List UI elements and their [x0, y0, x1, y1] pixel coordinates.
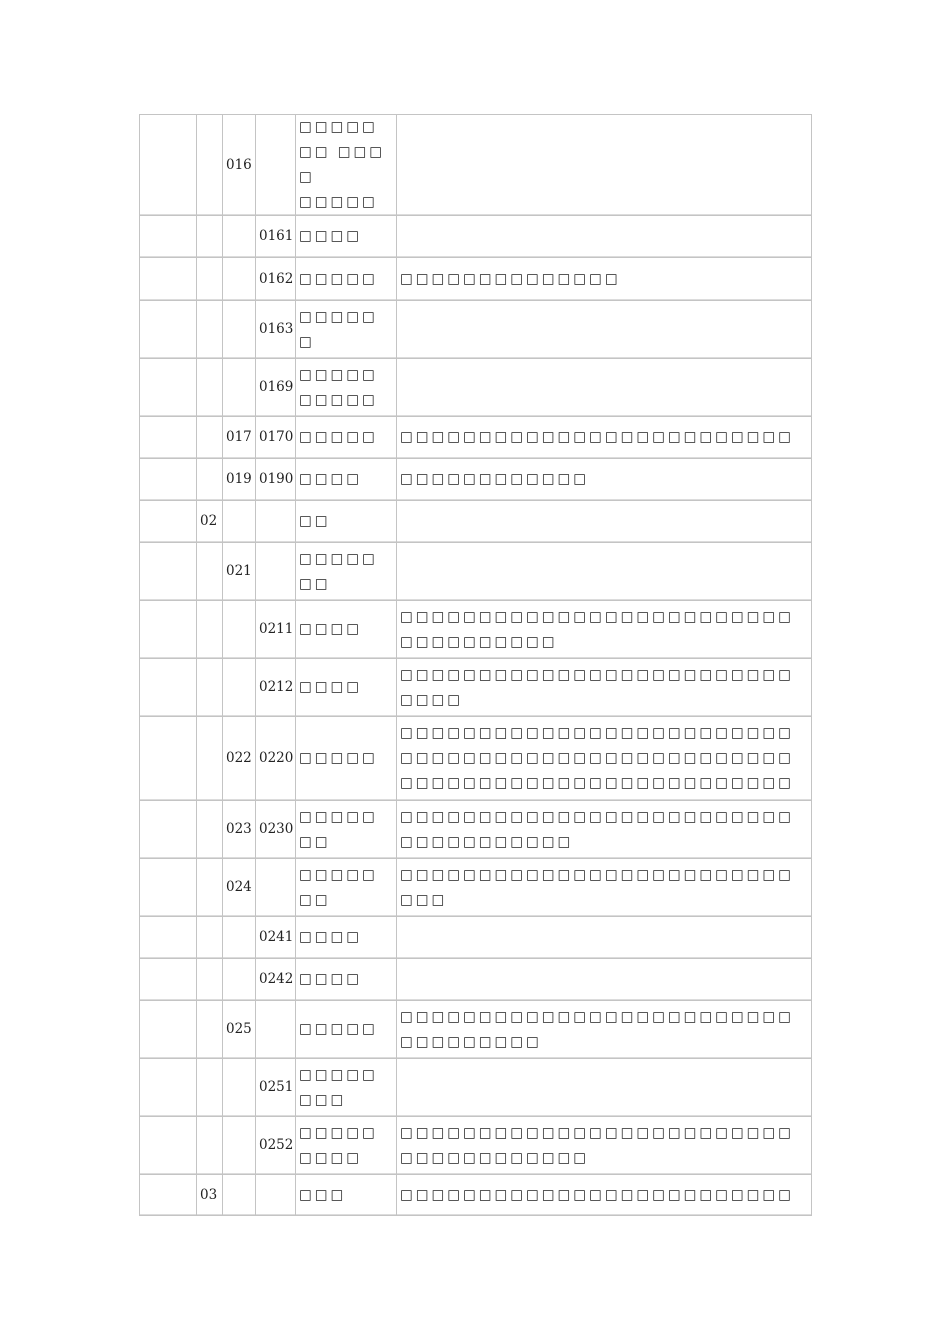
table-row	[140, 659, 812, 717]
section-code-cell	[140, 216, 197, 258]
category-name-cell: □□□□□ □□ □□□□ □□□□□	[296, 115, 397, 216]
description-cell	[397, 501, 812, 543]
group-code-cell	[223, 1059, 256, 1117]
group-code-cell: 019	[223, 459, 256, 501]
group-code-cell	[223, 258, 256, 301]
description-cell	[397, 216, 812, 258]
category-name-cell: □□□□	[296, 659, 397, 717]
table-row	[140, 717, 812, 801]
description-cell: □□□□□□□□□□□□□□□□□□□□□□□□□	[397, 1175, 812, 1216]
group-code-cell	[223, 601, 256, 659]
industry-code-table	[139, 114, 812, 1216]
class-code-cell: 0212	[256, 659, 296, 717]
group-code-cell	[223, 1175, 256, 1216]
group-code-cell	[223, 659, 256, 717]
description-cell: □□□□□□□□□□□□□□□□□□□□□□□□□ □□□□□□□□□□□□□□□□□□□□□□□□□ □□□□□□□□□□□□□□□□□□□□□□□□□	[397, 717, 812, 801]
category-name-cell: □□□□□ □□	[296, 859, 397, 917]
table-row	[140, 959, 812, 1001]
class-code-cell: 0241	[256, 917, 296, 959]
section-code-cell	[140, 801, 197, 859]
class-code-cell: 0162	[256, 258, 296, 301]
class-code-cell: 0251	[256, 1059, 296, 1117]
division-code-cell: 02	[197, 501, 223, 543]
section-code-cell	[140, 459, 197, 501]
table-row	[140, 1059, 812, 1117]
table-row	[140, 1001, 812, 1059]
table-row	[140, 601, 812, 659]
section-code-cell	[140, 301, 197, 359]
class-code-cell: 0252	[256, 1117, 296, 1175]
class-code-cell: 0190	[256, 459, 296, 501]
category-name-cell: □□□□	[296, 216, 397, 258]
section-code-cell	[140, 1059, 197, 1117]
category-name-cell: □□□□	[296, 601, 397, 659]
division-code-cell	[197, 543, 223, 601]
description-cell: □□□□□□□□□□□□□□□□□□□□□□□□□ □□□□	[397, 659, 812, 717]
table-row	[140, 501, 812, 543]
category-name-cell: □□□□□	[296, 258, 397, 301]
division-code-cell	[197, 1059, 223, 1117]
division-code-cell	[197, 859, 223, 917]
division-code-cell	[197, 459, 223, 501]
section-code-cell	[140, 859, 197, 917]
description-cell: □□□□□□□□□□□□□□□□□□□□□□□□□ □□□	[397, 859, 812, 917]
group-code-cell	[223, 959, 256, 1001]
section-code-cell	[140, 543, 197, 601]
category-name-cell: □□□□	[296, 959, 397, 1001]
section-code-cell	[140, 917, 197, 959]
class-code-cell: 0220	[256, 717, 296, 801]
division-code-cell	[197, 959, 223, 1001]
section-code-cell	[140, 1175, 197, 1216]
class-code-cell	[256, 543, 296, 601]
category-name-cell: □□□□	[296, 917, 397, 959]
class-code-cell: 0242	[256, 959, 296, 1001]
description-cell: □□□□□□□□□□□□	[397, 459, 812, 501]
table-row	[140, 301, 812, 359]
class-code-cell	[256, 1175, 296, 1216]
category-name-cell: □□□□□ □□□	[296, 1059, 397, 1117]
group-code-cell	[223, 1117, 256, 1175]
group-code-cell	[223, 917, 256, 959]
group-code-cell: 025	[223, 1001, 256, 1059]
table-row	[140, 859, 812, 917]
table-row	[140, 801, 812, 859]
category-name-cell: □□	[296, 501, 397, 543]
division-code-cell	[197, 216, 223, 258]
group-code-cell: 016	[223, 115, 256, 216]
group-code-cell: 024	[223, 859, 256, 917]
division-code-cell	[197, 359, 223, 417]
section-code-cell	[140, 417, 197, 459]
class-code-cell: 0230	[256, 801, 296, 859]
description-cell	[397, 917, 812, 959]
class-code-cell: 0161	[256, 216, 296, 258]
category-name-cell: □□□□□	[296, 717, 397, 801]
table-row	[140, 417, 812, 459]
description-cell: □□□□□□□□□□□□□□□□□□□□□□□□□ □□□□□□□□□	[397, 1001, 812, 1059]
group-code-cell	[223, 216, 256, 258]
description-cell: □□□□□□□□□□□□□□□□□□□□□□□□□	[397, 417, 812, 459]
group-code-cell	[223, 501, 256, 543]
category-name-cell: □□□□□	[296, 417, 397, 459]
table-body	[140, 115, 812, 1216]
table-row	[140, 216, 812, 258]
class-code-cell: 0211	[256, 601, 296, 659]
section-code-cell	[140, 959, 197, 1001]
table-row	[140, 1117, 812, 1175]
section-code-cell	[140, 1117, 197, 1175]
category-name-cell: □□□□□ □□	[296, 801, 397, 859]
class-code-cell: 0163	[256, 301, 296, 359]
description-cell	[397, 1059, 812, 1117]
division-code-cell: 03	[197, 1175, 223, 1216]
division-code-cell	[197, 601, 223, 659]
division-code-cell	[197, 659, 223, 717]
section-code-cell	[140, 1001, 197, 1059]
table-row	[140, 115, 812, 216]
class-code-cell	[256, 1001, 296, 1059]
class-code-cell	[256, 859, 296, 917]
category-name-cell: □□□	[296, 1175, 397, 1216]
category-name-cell: □□□□	[296, 459, 397, 501]
table-row	[140, 359, 812, 417]
division-code-cell	[197, 258, 223, 301]
description-cell	[397, 359, 812, 417]
section-code-cell	[140, 258, 197, 301]
division-code-cell	[197, 1117, 223, 1175]
division-code-cell	[197, 115, 223, 216]
division-code-cell	[197, 917, 223, 959]
description-cell: □□□□□□□□□□□□□□□□□□□□□□□□□ □□□□□□□□□□□□	[397, 1117, 812, 1175]
group-code-cell: 022	[223, 717, 256, 801]
description-cell	[397, 115, 812, 216]
description-cell: □□□□□□□□□□□□□□□□□□□□□□□□□ □□□□□□□□□□	[397, 601, 812, 659]
class-code-cell: 0170	[256, 417, 296, 459]
division-code-cell	[197, 1001, 223, 1059]
table-row	[140, 258, 812, 301]
category-name-cell: □□□□□ □	[296, 301, 397, 359]
class-code-cell: 0169	[256, 359, 296, 417]
description-cell: □□□□□□□□□□□□□□	[397, 258, 812, 301]
description-cell	[397, 543, 812, 601]
class-code-cell	[256, 501, 296, 543]
group-code-cell	[223, 301, 256, 359]
division-code-cell	[197, 417, 223, 459]
class-code-cell	[256, 115, 296, 216]
group-code-cell: 021	[223, 543, 256, 601]
section-code-cell	[140, 501, 197, 543]
description-cell	[397, 301, 812, 359]
table-row	[140, 917, 812, 959]
group-code-cell: 023	[223, 801, 256, 859]
group-code-cell	[223, 359, 256, 417]
section-code-cell	[140, 115, 197, 216]
table-row	[140, 543, 812, 601]
section-code-cell	[140, 359, 197, 417]
section-code-cell	[140, 659, 197, 717]
category-name-cell: □□□□□ □□□□□	[296, 359, 397, 417]
description-cell: □□□□□□□□□□□□□□□□□□□□□□□□□ □□□□□□□□□□□	[397, 801, 812, 859]
section-code-cell	[140, 601, 197, 659]
table-row	[140, 459, 812, 501]
group-code-cell: 017	[223, 417, 256, 459]
division-code-cell	[197, 301, 223, 359]
description-cell	[397, 959, 812, 1001]
division-code-cell	[197, 801, 223, 859]
table-row	[140, 1175, 812, 1216]
division-code-cell	[197, 717, 223, 801]
category-name-cell: □□□□□ □□□□	[296, 1117, 397, 1175]
section-code-cell	[140, 717, 197, 801]
category-name-cell: □□□□□	[296, 1001, 397, 1059]
category-name-cell: □□□□□ □□	[296, 543, 397, 601]
